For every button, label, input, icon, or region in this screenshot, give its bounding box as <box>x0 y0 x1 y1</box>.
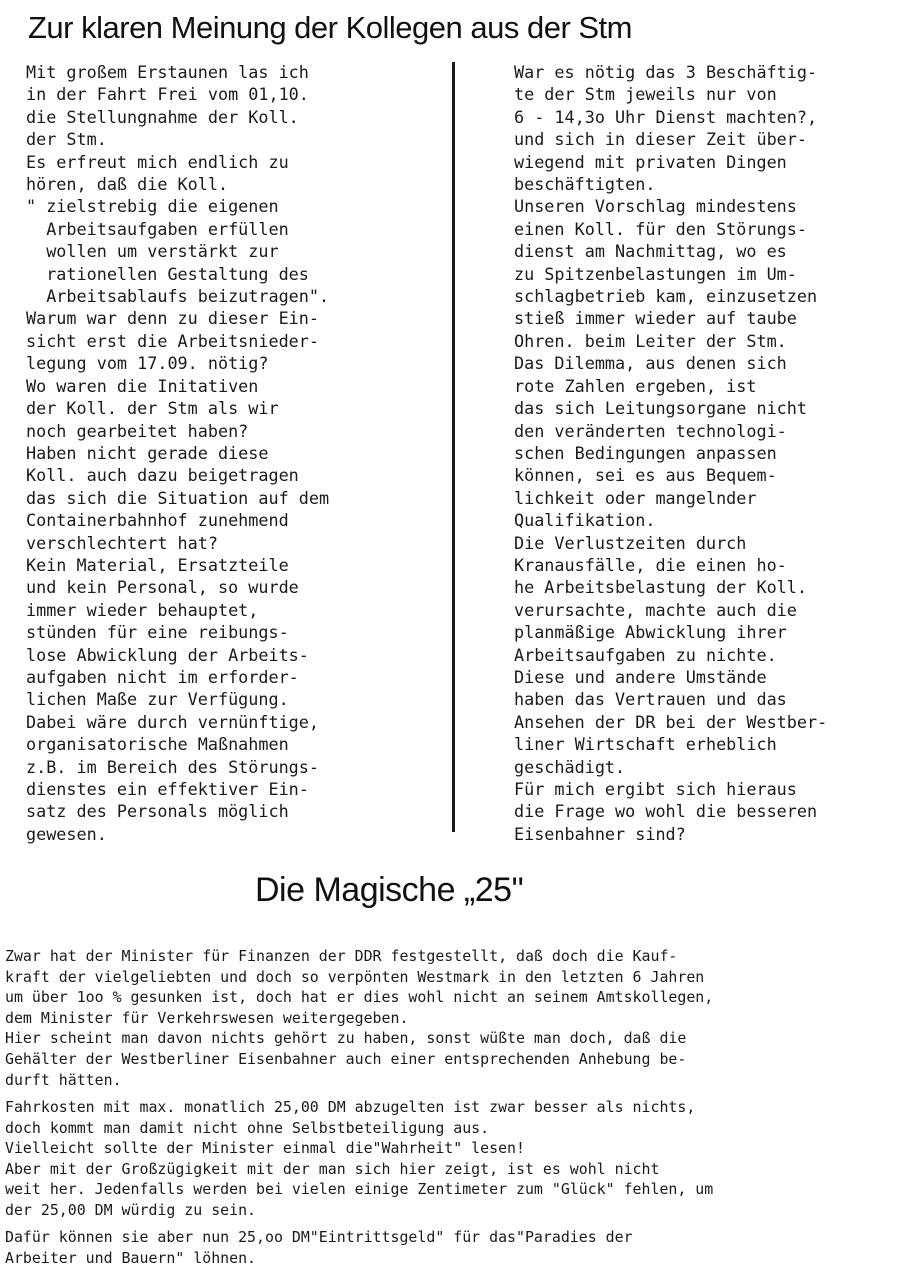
text-line: Diese und andere Umstände <box>514 666 767 687</box>
text-line: sicht erst die Arbeitsnieder- <box>26 330 319 351</box>
text-line: 6 - 14,3o Uhr Dienst machten?, <box>514 106 818 127</box>
text-line: Kein Material, Ersatzteile <box>26 554 289 575</box>
text-line: Für mich ergibt sich hieraus <box>514 779 797 799</box>
text-line: wollen um verstärkt zur <box>26 241 279 262</box>
text-line: Mit großem Erstaunen las ich <box>26 62 309 82</box>
text-line: hören, daß die Koll. <box>26 174 229 195</box>
text-line: durft hätten. <box>5 1070 122 1089</box>
text-line: schen Bedingungen anpassen <box>514 442 777 463</box>
text-line: dienst am Nachmittag, wo es <box>514 241 787 262</box>
text-line: Gehälter der Westberliner Eisenbahner auch einer entsprechenden Anhebung be- <box>5 1049 687 1068</box>
text-line: immer wieder behauptet, <box>26 599 259 620</box>
text-line: schlagbetrieb kam, einzusetzen <box>514 286 818 307</box>
text-line: haben das Vertrauen und das <box>514 689 787 710</box>
text-line: legung vom 17.09. nötig? <box>26 353 269 374</box>
text-line: wiegend mit privaten Dingen <box>514 151 787 172</box>
text-line: rote Zahlen ergeben, ist <box>514 375 757 396</box>
text-line: Ansehen der DR bei der Westber- <box>514 711 828 732</box>
text-line: aufgaben nicht im erforder- <box>26 666 299 687</box>
text-line: können, sei es aus Bequem- <box>514 465 777 486</box>
text-line: dem Minister für Verkehrswesen weitergegeben. <box>5 1008 409 1027</box>
second-article-paragraph <box>5 1227 895 1268</box>
second-article-paragraph <box>5 946 895 1090</box>
text-line: z.B. im Bereich des Störungs- <box>26 756 319 777</box>
text-line: zu Spitzenbelastungen im Um- <box>514 263 797 284</box>
text-line: weit her. Jedenfalls werden bei vielen einige Zentimeter zum "Glück" fehlen, um <box>5 1180 714 1199</box>
text-line: und kein Personal, so wurde <box>26 577 299 598</box>
text-line: Wo waren die Initativen <box>26 375 259 396</box>
text-line: Zwar hat der Minister für Finanzen der DDR festgestellt, daß doch die Kauf- <box>5 947 678 965</box>
text-line: das sich Leitungsorgane nicht <box>514 398 807 419</box>
second-article-paragraph <box>5 1097 895 1221</box>
text-line: Arbeiter und Bauern" löhnen. <box>5 1248 257 1267</box>
text-line: Kranausfälle, die einen ho- <box>514 554 787 575</box>
text-line: Containerbahnhof zunehmend <box>26 510 289 531</box>
text-line: kraft der vielgeliebten und doch so verpönten Westmark in den letzten 6 Jahren <box>5 967 705 986</box>
text-line: geschädigt. <box>514 756 626 777</box>
text-line: der 25,00 DM würdig zu sein. <box>5 1200 257 1219</box>
text-line: Dafür können sie aber nun 25,oo DM"Eintrittsgeld" für das"Paradies der <box>5 1228 633 1246</box>
text-line: lose Abwicklung der Arbeits- <box>26 644 309 665</box>
second-article-title: Die Magische „25" <box>255 871 524 909</box>
text-line: gewesen. <box>26 823 107 844</box>
text-line: Eisenbahner sind? <box>514 823 686 844</box>
text-line: das sich die Situation auf dem <box>26 487 330 508</box>
text-line: den veränderten technologi- <box>514 420 787 441</box>
text-line: der Koll. der Stm als wir <box>26 398 279 419</box>
text-line: planmäßige Abwicklung ihrer <box>514 622 787 643</box>
text-line: beschäftigten. <box>514 174 656 195</box>
text-line: War es nötig das 3 Beschäftig- <box>514 62 818 82</box>
text-line: " zielstrebig die eigenen <box>26 196 279 217</box>
article-title: Zur klaren Meinung der Kollegen aus der Stm <box>28 10 632 45</box>
text-line: dienstes ein effektiver Ein- <box>26 779 309 799</box>
text-line: doch kommt man damit nicht ohne Selbstbeteiligung aus. <box>5 1118 490 1137</box>
text-line: Aber mit der Großzügigkeit mit der man sich hier zeigt, ist es wohl nicht <box>5 1159 660 1178</box>
text-line: die Frage wo wohl die besseren <box>514 801 818 822</box>
text-line: organisatorische Maßnahmen <box>26 734 289 755</box>
text-line: verschlechtert hat? <box>26 532 218 553</box>
text-line: liner Wirtschaft erheblich <box>514 734 777 755</box>
text-line: noch gearbeitet haben? <box>26 420 249 441</box>
text-line: Hier scheint man davon nichts gehört zu haben, sonst wüßte man doch, daß die <box>5 1029 687 1048</box>
text-line: einen Koll. für den Störungs- <box>514 218 807 239</box>
text-line: Unseren Vorschlag mindestens <box>514 196 797 217</box>
text-line: Das Dilemma, aus denen sich <box>514 353 787 374</box>
text-line: und sich in dieser Zeit über- <box>514 129 807 150</box>
text-line: Es erfreut mich endlich zu <box>26 151 289 172</box>
text-line: die Stellungnahme der Koll. <box>26 106 299 127</box>
text-line: Arbeitsaufgaben zu nichte. <box>514 644 777 665</box>
text-line: stieß immer wieder auf taube <box>514 308 797 329</box>
text-line: lichen Maße zur Verfügung. <box>26 689 289 710</box>
text-line: Fahrkosten mit max. monatlich 25,00 DM abzugelten ist zwar besser als nichts, <box>5 1098 696 1116</box>
text-line: in der Fahrt Frei vom 01,10. <box>26 84 309 105</box>
article-left-column <box>26 61 446 845</box>
text-line: Arbeitsaufgaben erfüllen <box>26 218 289 239</box>
text-line: Vielleicht sollte der Minister einmal die"Wahrheit" lesen! <box>5 1139 525 1158</box>
text-line: he Arbeitsbelastung der Koll. <box>514 577 807 598</box>
text-line: Koll. auch dazu beigetragen <box>26 465 299 486</box>
text-line: Ohren. beim Leiter der Stm. <box>514 330 787 351</box>
text-line: verursachte, machte auch die <box>514 599 797 620</box>
text-line: um über 1oo % gesunken ist, doch hat er dies wohl nicht an seinem Amtskollegen, <box>5 988 714 1007</box>
text-line: Qualifikation. <box>514 510 656 531</box>
text-line: Haben nicht gerade diese <box>26 442 269 463</box>
text-line: Dabei wäre durch vernünftige, <box>26 711 319 732</box>
text-line: lichkeit oder mangelnder <box>514 487 757 508</box>
text-line: Arbeitsablaufs beizutragen". <box>26 286 330 307</box>
text-line: rationellen Gestaltung des <box>26 263 309 284</box>
text-line: stünden für eine reibungs- <box>26 622 289 643</box>
text-line: te der Stm jeweils nur von <box>514 84 777 105</box>
text-line: Warum war denn zu dieser Ein- <box>26 308 319 329</box>
text-line: der Stm. <box>26 129 107 150</box>
text-line: Die Verlustzeiten durch <box>514 532 747 553</box>
text-line: satz des Personals möglich <box>26 801 289 822</box>
column-divider <box>452 62 455 832</box>
article-right-column <box>514 61 900 845</box>
